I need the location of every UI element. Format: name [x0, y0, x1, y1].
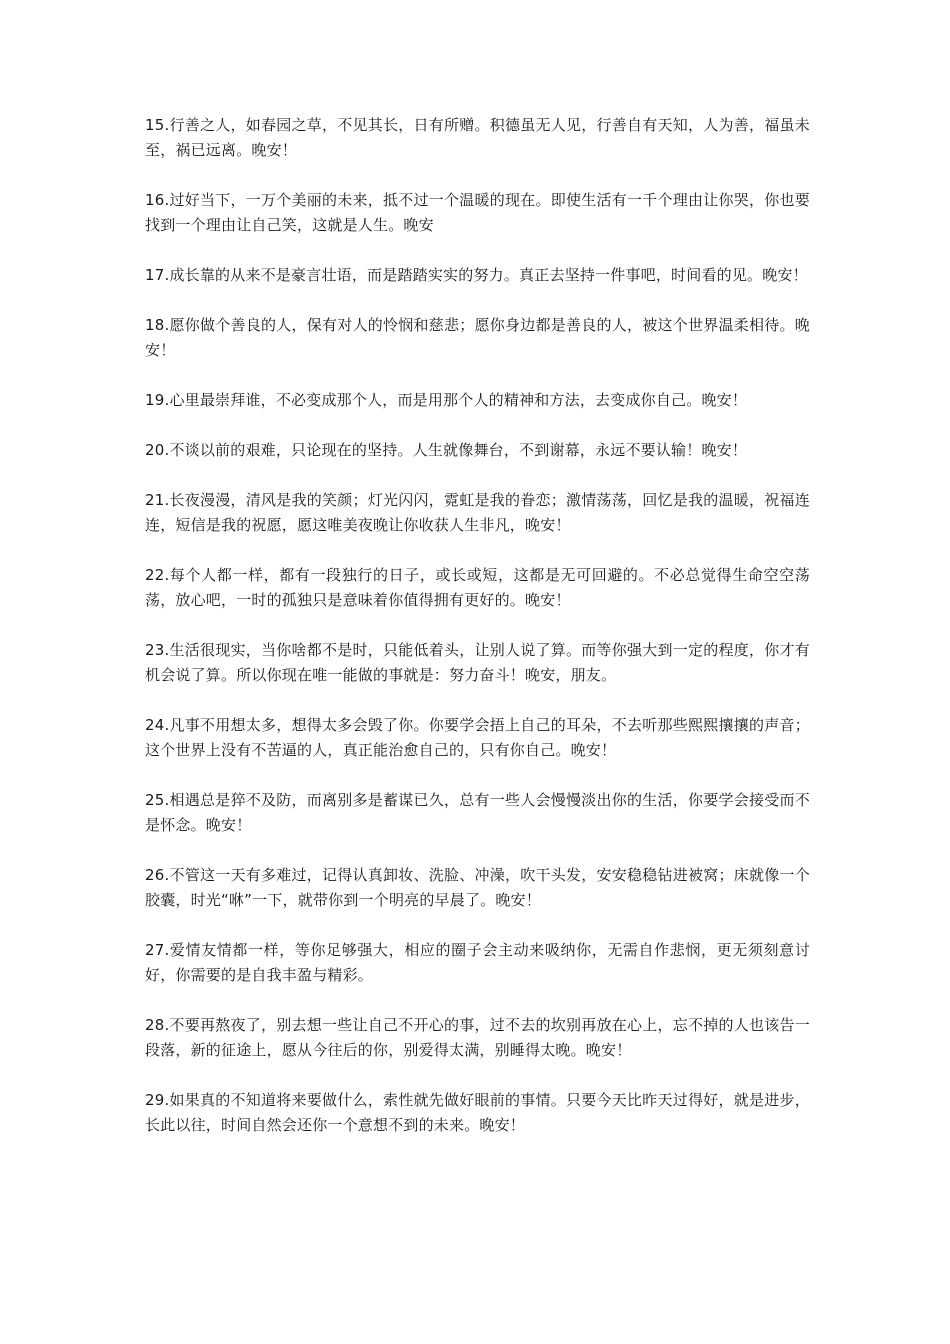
paragraph-26: 26.不管这一天有多难过，记得认真卸妆、洗脸、冲澡，吹干头发，安安稳稳钻进被窝；床就像一个胶囊，时光“咻”一下，就带你到一个明亮的早晨了。晚安！ [145, 866, 810, 909]
document-body [145, 113, 810, 1163]
paragraph-22: 22.每个人都一样，都有一段独行的日子，或长或短，这都是无可回避的。不必总觉得生命空空荡荡，放心吧，一时的孤独只是意味着你值得拥有更好的。晚安！ [145, 566, 810, 609]
paragraph-15: 15.行善之人，如春园之草，不见其长，日有所赠。积德虽无人见，行善自有天知，人为善，福虽未至，祸已远离。晚安！ [145, 116, 810, 159]
paragraph-23: 23.生活很现实，当你啥都不是时，只能低着头，让别人说了算。而等你强大到一定的程度，你才有机会说了算。所以你现在唯一能做的事就是：努力奋斗！晚安，朋友。 [145, 641, 810, 684]
paragraph-27: 27.爱情友情都一样，等你足够强大，相应的圈子会主动来吸纳你，无需自作悲悯，更无须刻意讨好，你需要的是自我丰盈与精彩。 [145, 941, 810, 984]
paragraph-19: 19.心里最崇拜谁，不必变成那个人，而是用那个人的精神和方法，去变成你自己。晚安！ [145, 391, 748, 409]
paragraph-17: 17.成长靠的从来不是豪言壮语，而是踏踏实实的努力。真正去坚持一件事吧，时间看的见。晚安！ [145, 266, 808, 284]
paragraph-16: 16.过好当下，一万个美丽的未来，抵不过一个温暖的现在。即使生活有一千个理由让你哭，你也要找到一个理由让自己笑，这就是人生。晚安 [145, 191, 810, 234]
paragraph-25: 25.相遇总是猝不及防，而离别多是蓄谋已久，总有一些人会慢慢淡出你的生活，你要学会接受而不是怀念。晚安！ [145, 791, 810, 834]
paragraph-21: 21.长夜漫漫，清风是我的笑颜；灯光闪闪，霓虹是我的眷恋；激情荡荡，回忆是我的温暖，祝福连连，短信是我的祝愿，愿这唯美夜晚让你收获人生非凡，晚安！ [145, 491, 810, 534]
paragraph-24: 24.凡事不用想太多，想得太多会毁了你。你要学会捂上自己的耳朵，不去听那些熙熙攘攘的声音；这个世界上没有不苦逼的人，真正能治愈自己的，只有你自己。晚安！ [145, 716, 810, 759]
paragraph-29: 29.如果真的不知道将来要做什么，索性就先做好眼前的事情。只要今天比昨天过得好，就是进步，长此以往，时间自然会还你一个意想不到的未来。晚安！ [145, 1091, 810, 1134]
paragraph-28: 28.不要再熬夜了，别去想一些让自己不开心的事，过不去的坎别再放在心上，忘不掉的人也该告一段落，新的征途上，愿从今往后的你，别爱得太满，别睡得太晚。晚安！ [145, 1016, 810, 1059]
paragraph-20: 20.不谈以前的艰难，只论现在的坚持。人生就像舞台，不到谢幕，永远不要认输！晚安！ [145, 441, 748, 459]
paragraph-18: 18.愿你做个善良的人，保有对人的怜悯和慈悲；愿你身边都是善良的人，被这个世界温柔相待。晚安！ [145, 316, 810, 359]
